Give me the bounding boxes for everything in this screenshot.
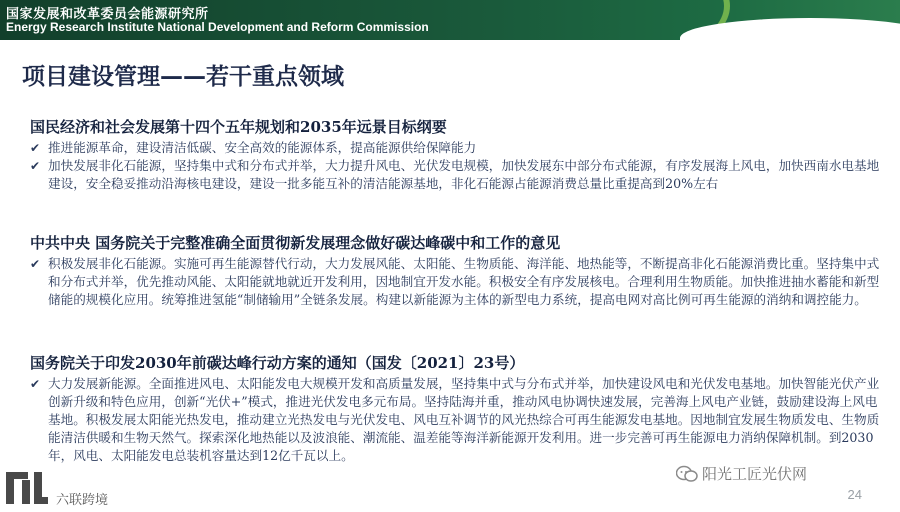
section-heading: 国务院关于印发2030年前碳达峰行动方案的通知（国发〔2021〕23号）	[30, 354, 525, 372]
section-carbon-peak-opinion	[30, 232, 890, 309]
watermark-left	[4, 468, 108, 508]
page-title: 项目建设管理——若干重点领域	[22, 64, 344, 90]
list-item	[30, 255, 890, 309]
list-item	[30, 157, 890, 193]
bullet-list	[30, 255, 890, 309]
checkmark-icon: ✔	[30, 159, 41, 173]
bullet-list	[30, 139, 890, 193]
bullet-list	[30, 375, 890, 465]
list-item	[30, 139, 890, 157]
section-heading: 中共中央 国务院关于完整准确全面贯彻新发展理念做好碳达峰碳中和工作的意见	[30, 234, 561, 252]
list-item-text: 加快发展非化石能源，坚持集中式和分布式并举，大力提升风电、光伏发电规模，加快发展东中部分布式能源，有序发展海上风电，加快西南水电基地建设，安全稳妥推动沿海核电建设，建设一批多能互补的清洁能源基地，非化石能源占能源消费总量比重提高到20%左右	[48, 158, 880, 191]
header-banner	[0, 0, 900, 40]
watermark-left-text: 六联跨境	[56, 493, 109, 508]
section-14th-five-year-plan	[30, 116, 890, 193]
page-number: 24	[847, 487, 862, 502]
list-item-text: 推进能源革命，建设清洁低碳、安全高效的能源体系，提高能源供给保障能力	[48, 140, 477, 155]
list-item	[30, 375, 890, 465]
watermark-right	[676, 463, 807, 484]
watermark-right-text: 阳光工匠光伏网	[702, 465, 808, 483]
section-2030-action-plan	[30, 352, 890, 465]
section-heading: 国民经济和社会发展第十四个五年规划和2035年远景目标纲要	[30, 118, 447, 136]
org-name-cn: 国家发展和改革委员会能源研究所	[6, 7, 209, 22]
org-name-en: Energy Research Institute National Development and Reform Commission	[6, 20, 429, 34]
checkmark-icon: ✔	[30, 257, 41, 271]
checkmark-icon: ✔	[30, 141, 41, 155]
wechat-icon	[676, 465, 698, 483]
watermark-logo-icon	[4, 468, 50, 508]
checkmark-icon: ✔	[30, 377, 41, 391]
list-item-text: 大力发展新能源。全面推进风电、太阳能发电大规模开发和高质量发展，坚持集中式与分布式并举，加快建设风电和光伏发电基地。加快智能光伏产业创新升级和特色应用，创新“光伏+”模式，推进光伏发电多元布局。坚持陆海并重，推动风电协调快速发展，完善海上风电产业链，鼓励建设海上风电基地。积极发展太阳能光热发电，推动建立光热发电与光伏发电、风电互补调节的风光热综合可再生能源发电基地。因地制宜发展生物质发电、生物质能清洁供暖和生物天然气。探索深化地热能以及波浪能、潮流能、温差能等海洋新能源开发利用。进一步完善可再生能源电力消纳保障机制。到2030年，风电、太阳能发电总装机容量达到12亿千瓦以上。	[48, 376, 880, 463]
list-item-text: 积极发展非化石能源。实施可再生能源替代行动，大力发展风能、太阳能、生物质能、海洋能、地热能等，不断提高非化石能源消费比重。坚持集中式和分布式并举，优先推动风能、太阳能就地就近开发利用，因地制宜开发水能。积极安全有序发展核电。合理利用生物质能。加快推进抽水蓄能和新型储能的规模化应用。统筹推进氢能“制储输用”全链条发展。构建以新能源为主体的新型电力系统，提高电网对高比例可再生能源的消纳和调控能力。	[48, 256, 880, 307]
